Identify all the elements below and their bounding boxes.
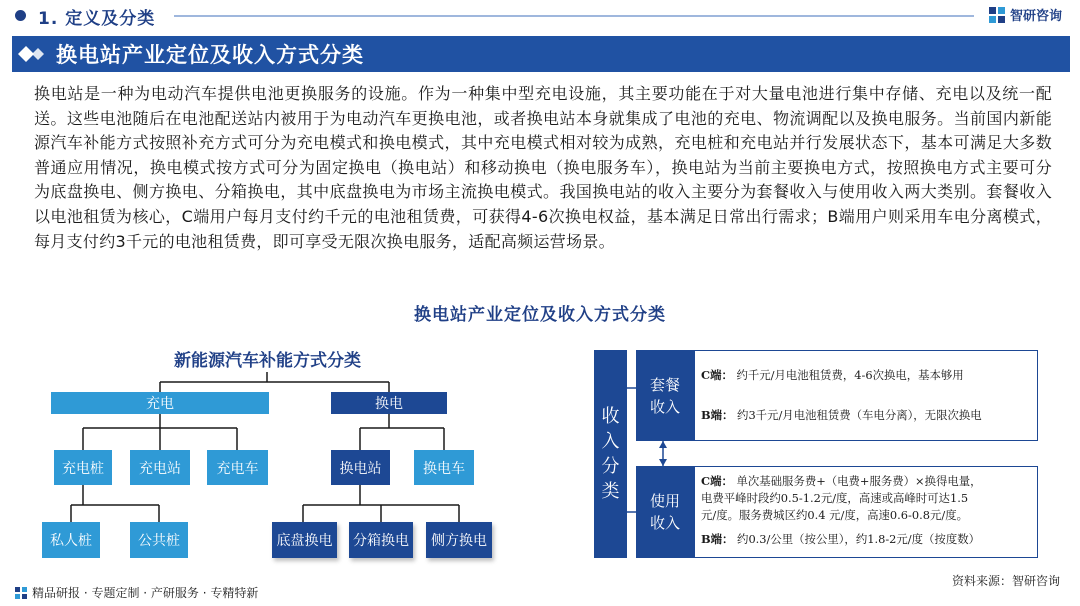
usage-revenue-label: 使用 (649, 492, 680, 510)
charge-pile-box: 充电桩 (54, 450, 112, 485)
brand-logo-icon (988, 6, 1006, 24)
section-heading: 1. 定义及分类 (38, 9, 156, 29)
usage-c-line: 元/度。服务费城区约0.4 元/度，高速0.6-0.8元/度。 (701, 508, 968, 522)
package-b-label: B端： (701, 408, 734, 422)
section-bullet (15, 10, 26, 21)
charging-mode-box: 充电 (51, 392, 269, 414)
intro-paragraph: 换电站是一种为电动汽车提供电池更换服务的设施。作为一种集中型充电设施，其主要功能在于对大量电池进行集中存储、充电以及统一配送。这些电池随后在电池配送站内被用于为电动汽车更换电池，或者换电站本身就集成了电池的充电、物流调配以及换电服务。当前国内新能源汽车补能方式按照补充方式可分为充电模式和换电模式，其中充电模式相对较为成熟，充电桩和充电站并行发展状态下，基本可满足大多数普通应用情况，换电模式按方式可分为固定换电（换电站）和移动换电（换电服务车），换电站为当前主要换电方式，按照换电方式主要可分为底盘换电、侧方换电、分箱换电，其中底盘换电为市场主流换电模式。我国换电站的收入主要分为套餐收入与使用收入两大类别。套餐收入以电池租赁为核心，C端用户每月支付约千元的电池租赁费，可获得4-6次换电权益，基本满足日常出行需求；B端用户则采用车电分离模式，每月支付约3千元的电池租赁费，即可享受无限次换电服务，适配高频运营场景。 (34, 84, 1052, 251)
usage-b-text: 约0.3/公里（按公里），约1.8-2元/度（按度数） (737, 532, 980, 546)
brand-name: 智研咨询 (1010, 9, 1063, 24)
usage-b-label: B端： (701, 532, 734, 546)
package-revenue-label: 套餐 (649, 375, 680, 394)
source-note: 资料来源：智研咨询 (951, 574, 1060, 588)
usage-b-line (701, 531, 980, 547)
revenue-char: 收 (601, 406, 620, 427)
private-pile-box: 私人桩 (42, 522, 100, 558)
package-revenue-box (636, 350, 694, 441)
usage-revenue-box (636, 466, 694, 558)
usage-c-text: 单次基础服务费+（电费+服务费）×换得电量， (736, 474, 982, 488)
revenue-char: 类 (601, 481, 620, 502)
brand-logo (988, 5, 1062, 24)
supply-method-title: 新能源汽车补能方式分类 (174, 351, 361, 371)
package-c-text: 约千元/月电池租赁费，4-6次换电，基本够用 (736, 368, 964, 382)
package-c-line (701, 367, 964, 383)
package-b-text: 约3千元/月电池租赁费（车电分离），无限次换电 (737, 408, 982, 422)
package-b-line (701, 407, 982, 423)
package-revenue-label: 收入 (649, 397, 680, 416)
usage-revenue-label: 收入 (649, 514, 680, 532)
revenue-char: 入 (601, 431, 620, 452)
swap-station-box: 换电站 (331, 450, 390, 485)
swap-car-box: 换电车 (414, 450, 474, 485)
box-swap-box: 分箱换电 (349, 522, 413, 558)
brand-small-icon (14, 586, 28, 600)
diagram-title: 换电站产业定位及收入方式分类 (414, 305, 666, 325)
usage-revenue-card (694, 466, 1038, 558)
revenue-char: 分 (601, 456, 620, 477)
diamond-icon (12, 36, 56, 72)
public-pile-box: 公共桩 (130, 522, 188, 558)
header-rule (174, 15, 974, 17)
side-swap-box: 侧方换电 (426, 522, 492, 558)
usage-c-label: C端： (701, 474, 733, 488)
charge-car-box: 充电车 (207, 450, 268, 485)
package-c-label: C端： (701, 368, 733, 382)
package-revenue-card (694, 350, 1038, 441)
charge-station-box: 充电站 (130, 450, 190, 485)
usage-c-line: 电费平峰时段约0.5-1.2元/度，高速或高峰时可达1.5 (701, 491, 969, 505)
revenue-category-box (594, 350, 627, 558)
footer-services (14, 584, 258, 601)
page-title: 换电站产业定位及收入方式分类 (56, 43, 364, 67)
swapping-mode-box: 换电 (331, 392, 447, 414)
usage-c-line (701, 473, 982, 489)
chassis-swap-box: 底盘换电 (272, 522, 337, 558)
title-bar (12, 36, 1070, 72)
footer-services-text: 精品研报 · 专题定制 · 产研服务 · 专精特新 (32, 586, 259, 600)
